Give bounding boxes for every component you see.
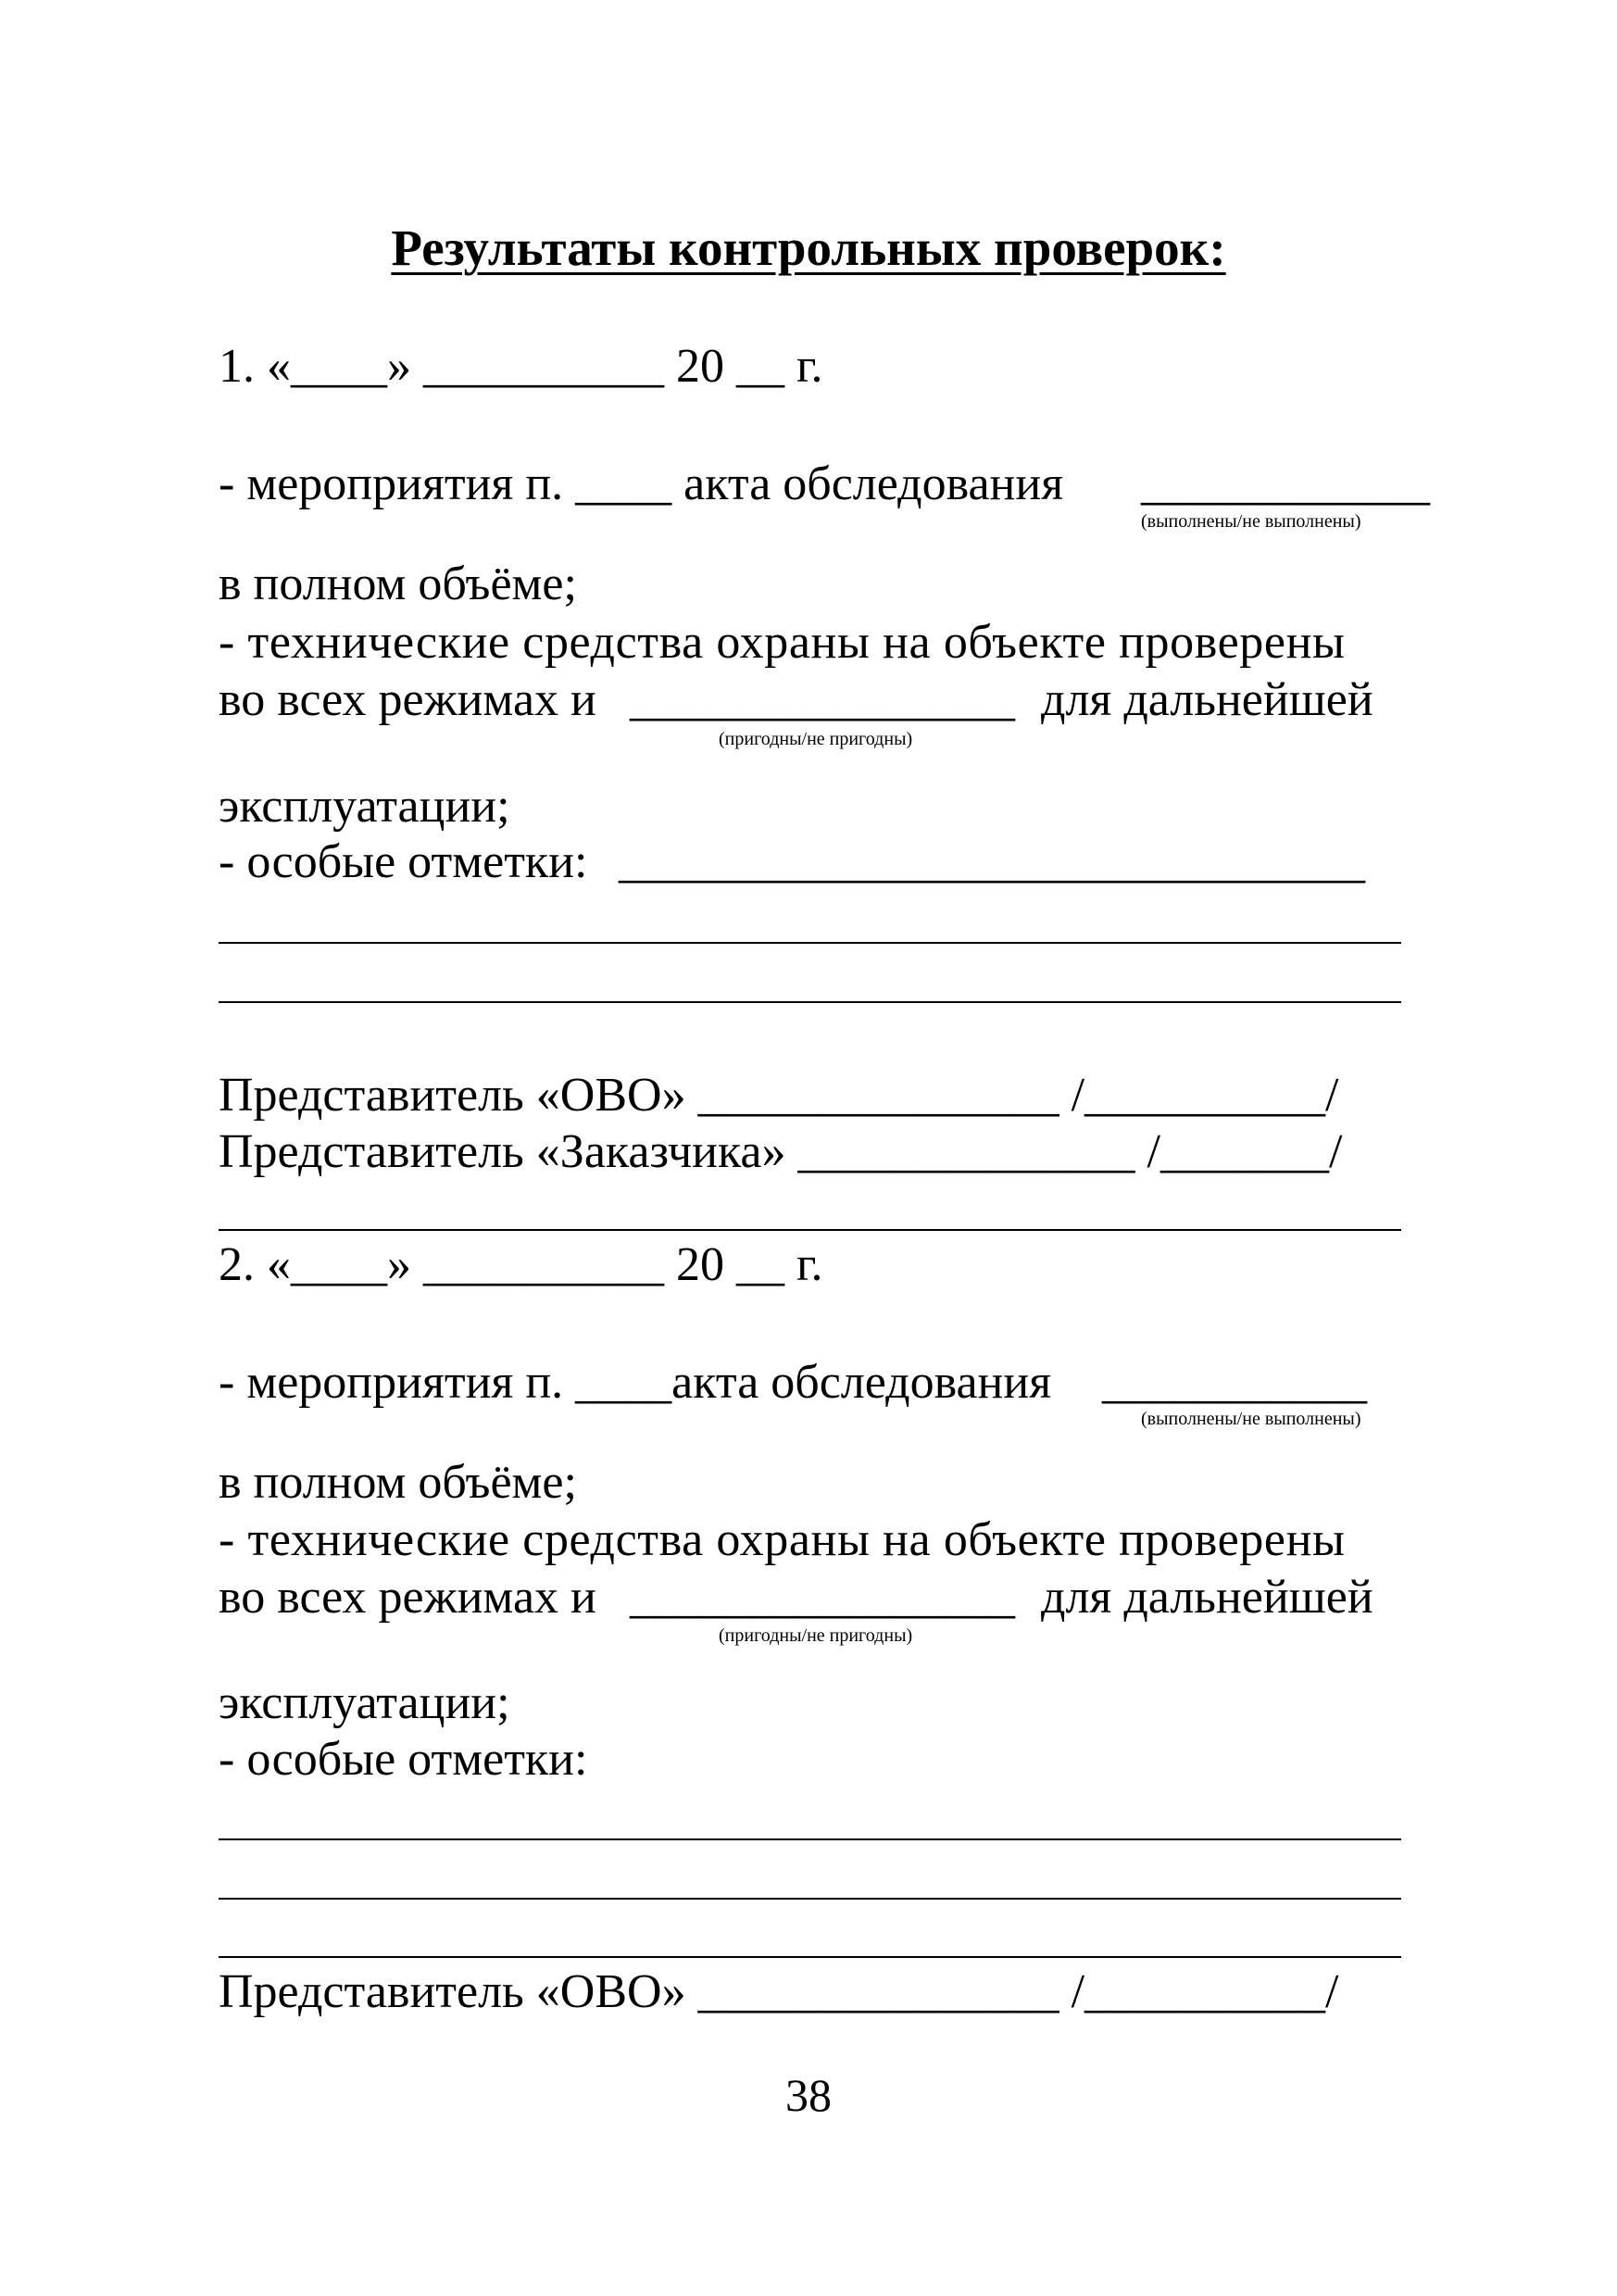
- check1-special-label: - особые отметки:: [219, 835, 588, 888]
- check2-date-line: 2. «____» __________ 20 __ г.: [219, 1238, 823, 1291]
- check1-modes-blank: ________________: [630, 673, 1015, 726]
- check2-notes-rule-1: [219, 1838, 1401, 1840]
- check1-modes-end: для дальнейшей: [1041, 673, 1373, 726]
- check2-rep-ovo: Представитель «ОВО» _______________ /__________/: [219, 1965, 1339, 2018]
- check2-full-volume: в полном объёме;: [219, 1456, 577, 1509]
- check1-exploitation: эксплуатации;: [219, 780, 510, 833]
- check1-measures-hint: (выполнены/не выполнены): [1141, 511, 1361, 532]
- section-separator-rule: [219, 1229, 1401, 1231]
- check2-special-label: - особые отметки:: [219, 1733, 588, 1786]
- check2-measures-hint: (выполнены/не выполнены): [1141, 1409, 1361, 1429]
- check1-modes-start: во всех режимах и: [219, 673, 596, 726]
- check1-special-blank: _______________________________: [619, 835, 1365, 888]
- check1-measures-blank: ____________: [1141, 458, 1430, 510]
- check2-modes-end: для дальнейшей: [1041, 1571, 1373, 1624]
- page-number: 38: [785, 2069, 832, 2121]
- check1-notes-rule-1: [219, 942, 1401, 944]
- check2-exploitation: эксплуатации;: [219, 1676, 510, 1729]
- check1-tech-line: - технические средства охраны на объекте проверены: [219, 616, 1346, 669]
- check2-notes-rule-2: [219, 1898, 1401, 1900]
- check2-modes-start: во всех режимах и: [219, 1571, 596, 1624]
- check2-notes-rule-3: [219, 1956, 1401, 1958]
- check1-full-volume: в полном объёме;: [219, 558, 577, 610]
- check1-fitness-hint: (пригодны/не пригодны): [719, 729, 913, 749]
- check2-modes-blank: ________________: [630, 1571, 1015, 1624]
- check1-notes-rule-2: [219, 1001, 1401, 1003]
- check1-date-line: 1. «____» __________ 20 __ г.: [219, 340, 823, 393]
- page-title: Результаты контрольных проверок:: [391, 220, 1226, 276]
- check2-tech-line: - технические средства охраны на объекте проверены: [219, 1513, 1346, 1566]
- check2-fitness-hint: (пригодны/не пригодны): [719, 1625, 913, 1646]
- check1-rep-ovo: Представитель «ОВО» _______________ /__________/: [219, 1069, 1339, 1122]
- check2-measures-blank: ___________: [1102, 1356, 1367, 1409]
- check1-rep-customer: Представитель «Заказчика» ______________ /_______/: [219, 1125, 1343, 1178]
- check2-measures-line: - мероприятия п. ____акта обследования: [219, 1356, 1052, 1409]
- check1-measures-line: - мероприятия п. ____ акта обследования: [219, 458, 1064, 510]
